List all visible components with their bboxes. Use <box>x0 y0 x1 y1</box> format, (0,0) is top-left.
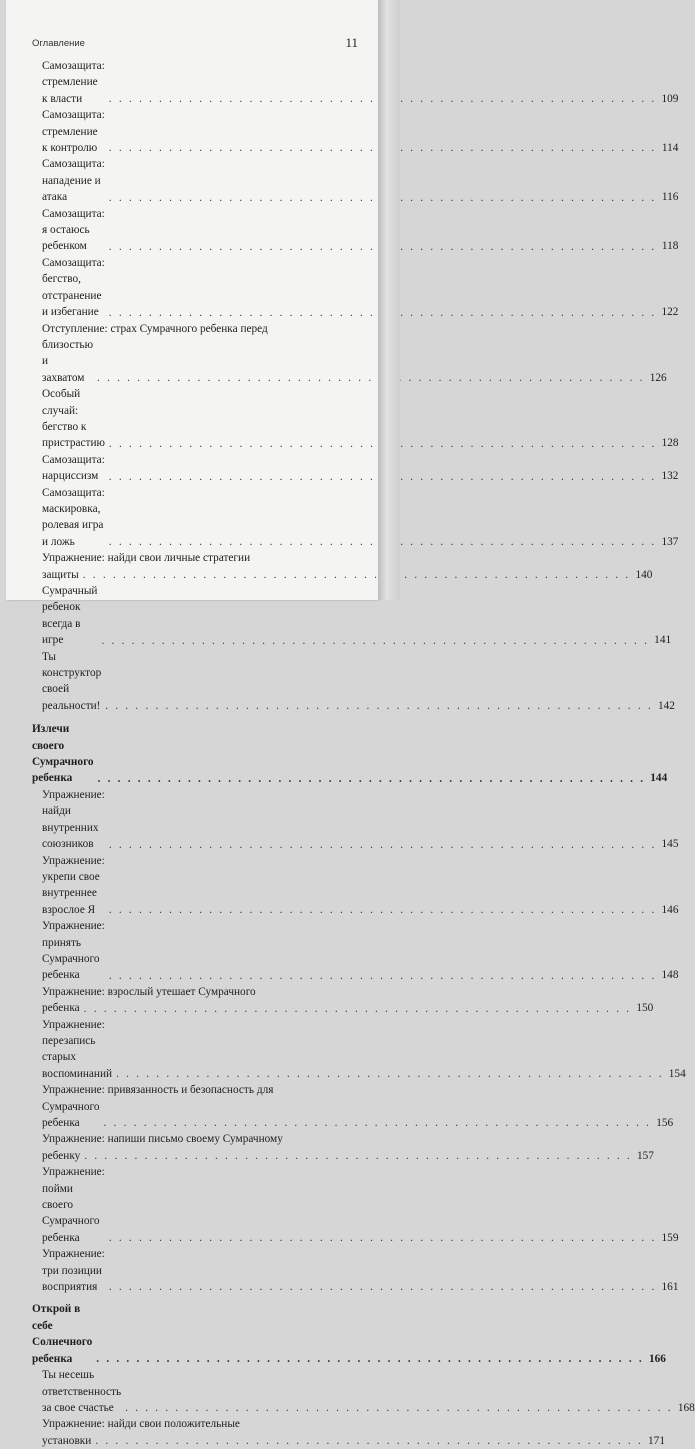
toc-entry[interactable] <box>32 1017 686 1083</box>
dot-leader <box>95 1436 643 1446</box>
toc-page-number: 118 <box>661 240 679 253</box>
toc-entry-line <box>32 1416 362 1432</box>
dot-leader <box>96 1354 644 1364</box>
toc-entry[interactable] <box>32 649 675 715</box>
table-of-contents <box>32 58 695 1449</box>
toc-entry-title-continuation: Сумрачного ребенка <box>42 1100 100 1129</box>
toc-entry-title: Ты конструктор своей реальности! <box>42 650 102 712</box>
toc-entry[interactable] <box>32 156 679 205</box>
toc-entry-title: Упражнение: укрепи свое внутреннее взрослое Я <box>42 854 105 916</box>
dot-leader <box>84 1004 632 1014</box>
toc-entry-line <box>32 1082 362 1098</box>
toc-page-number: 109 <box>661 92 679 105</box>
toc-page-number: 146 <box>661 903 679 916</box>
dot-leader <box>104 1118 652 1128</box>
toc-entry-title: Упражнение: перезапись старых воспоминаний <box>42 1018 113 1080</box>
toc-entry-title: Самозащита: нападение и атака <box>42 158 105 204</box>
toc-page-number: 154 <box>668 1067 686 1080</box>
toc-entry-title: Самозащита: бегство, отстранение и избегание <box>42 256 105 319</box>
toc-entry[interactable] <box>32 107 679 156</box>
toc-page-number: 144 <box>650 772 668 785</box>
book-page <box>6 0 695 1447</box>
toc-entry[interactable] <box>32 58 679 107</box>
dot-leader <box>109 905 657 915</box>
toc-chapter[interactable] <box>32 1301 666 1367</box>
toc-entry[interactable] <box>32 787 679 853</box>
toc-entry-title: Упражнение: найди внутренних союзников <box>42 788 105 851</box>
running-title: Оглавление <box>32 38 85 49</box>
toc-page-number: 156 <box>656 1117 674 1129</box>
toc-entry-title: Упражнение: взрослый утешает Сумрачного <box>42 985 256 998</box>
toc-entry-title-continuation: защиты <box>42 568 79 581</box>
page-number: 11 <box>345 35 358 50</box>
dot-leader <box>101 636 649 646</box>
toc-page-number: 168 <box>677 1401 695 1414</box>
toc-entry-title: Упражнение: найди свои положительные <box>42 1418 240 1431</box>
dot-leader <box>116 1069 664 1079</box>
toc-entry-title: Сумрачный ребенок всегда в игре <box>42 585 98 647</box>
toc-page-number: 148 <box>661 969 679 982</box>
toc-page-number: 142 <box>657 699 675 712</box>
toc-entry-title: Упражнение: пойми своего Сумрачного ребенка <box>42 1166 105 1244</box>
toc-page-number: 166 <box>648 1352 666 1365</box>
toc-entry[interactable] <box>32 1164 679 1246</box>
toc-entry[interactable] <box>32 918 679 984</box>
toc-entry-title: Ты несешь ответственность за свое счастье <box>42 1369 122 1414</box>
toc-page-number: 145 <box>661 838 679 851</box>
toc-entry[interactable] <box>32 1099 674 1132</box>
toc-entry-title: Самозащита: я остаюсь ребенком <box>42 207 105 253</box>
toc-entry-title: Упражнение: найди свои личные стратегии <box>42 552 251 565</box>
book-edge <box>378 0 400 600</box>
toc-entry[interactable] <box>32 1148 654 1164</box>
toc-page-number: 140 <box>635 568 653 581</box>
dot-leader <box>109 840 657 850</box>
toc-entry-title-continuation: ребенку <box>42 1149 81 1162</box>
toc-page-number: 137 <box>661 535 679 548</box>
toc-entry-line <box>32 984 362 1000</box>
toc-entry-title: Упражнение: три позиции восприятия <box>42 1248 105 1294</box>
toc-page-number: 159 <box>661 1231 679 1244</box>
dot-leader <box>84 1151 632 1161</box>
toc-entry[interactable] <box>32 337 667 386</box>
toc-page-number: 114 <box>661 142 679 155</box>
toc-entry-title-continuation: установки <box>42 1434 92 1447</box>
toc-page-number: 141 <box>654 634 672 647</box>
dot-leader <box>105 701 653 711</box>
dot-leader <box>98 774 646 784</box>
toc-page-number: 132 <box>661 470 679 483</box>
toc-entry-title: Открой в себе Солнечного ребенка <box>32 1303 93 1365</box>
toc-entry-line <box>32 1131 362 1147</box>
toc-entry[interactable] <box>32 452 679 485</box>
toc-entry-title: Самозащита: стремление к контролю <box>42 109 105 155</box>
toc-entry[interactable] <box>32 386 679 452</box>
toc-entry-title-continuation: близостью и захватом <box>42 338 94 384</box>
dot-leader <box>125 1403 673 1413</box>
toc-page-number: 126 <box>649 371 667 384</box>
dot-leader <box>109 971 657 981</box>
toc-entry-line <box>32 321 362 337</box>
dot-leader <box>83 570 631 580</box>
toc-entry[interactable] <box>32 1000 654 1016</box>
dot-leader <box>109 1233 657 1243</box>
toc-chapter[interactable] <box>32 721 668 787</box>
toc-entry-title: Самозащита: маскировка, ролевая игра и ложь <box>42 486 105 548</box>
toc-page-number: 150 <box>636 1002 654 1015</box>
toc-entry-title-continuation: ребенка <box>42 1002 80 1015</box>
toc-entry-title: Самозащита: нарциссизм <box>42 453 105 483</box>
toc-entry-title: Излечи своего Сумрачного ребенка <box>32 723 94 785</box>
toc-entry-title: Самозащита: стремление к власти <box>42 60 105 105</box>
dot-leader <box>97 373 645 383</box>
toc-entry[interactable] <box>32 1246 679 1295</box>
toc-page-number: 122 <box>661 306 679 319</box>
toc-entry[interactable] <box>32 255 679 321</box>
toc-entry-title: Упражнение: напиши письмо своему Сумрачному <box>42 1133 283 1146</box>
toc-page-number: 171 <box>648 1434 665 1447</box>
toc-entry-title: Отступление: страх Сумрачного ребенка перед <box>42 322 268 335</box>
toc-entry-title: Упражнение: привязанность и безопасность для <box>42 1084 274 1097</box>
toc-entry[interactable] <box>32 1433 665 1449</box>
toc-page-number: 161 <box>661 1281 679 1294</box>
toc-entry[interactable] <box>32 853 679 919</box>
toc-page-number: 157 <box>637 1149 654 1162</box>
toc-entry-title: Упражнение: принять Сумрачного ребенка <box>42 920 105 982</box>
dot-leader <box>109 1282 657 1292</box>
toc-entry[interactable] <box>32 1367 695 1416</box>
toc-page-number: 116 <box>661 191 679 204</box>
toc-entry[interactable] <box>32 567 653 583</box>
toc-entry-title: Особый случай: бегство к пристрастию <box>42 388 105 450</box>
toc-entry[interactable] <box>32 485 679 551</box>
toc-entry-line <box>32 550 362 566</box>
toc-entry[interactable] <box>32 206 679 255</box>
page-header <box>32 35 358 54</box>
toc-entry[interactable] <box>32 583 672 649</box>
toc-page-number: 128 <box>661 437 679 450</box>
